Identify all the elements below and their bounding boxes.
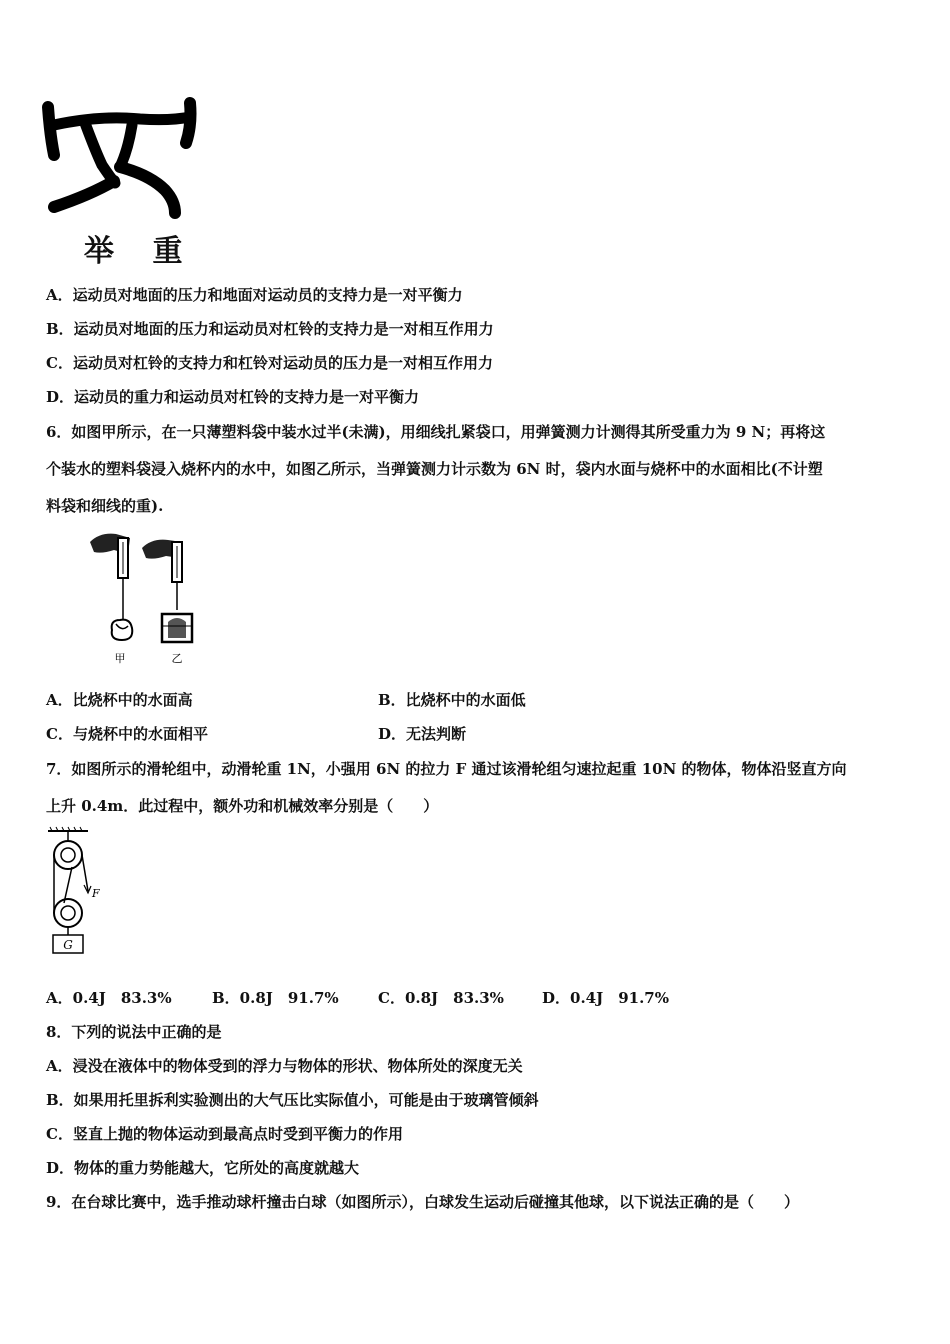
q6-option-a: A．比烧杯中的水面高: [46, 691, 193, 709]
q7-option-d: D．0.4J 91.7%: [542, 989, 669, 1007]
q7-option-c: C．0.8J 83.3%: [378, 989, 504, 1007]
q5-option-b: B．运动员对地面的压力和运动员对杠铃的支持力是一对相互作用力: [46, 320, 494, 338]
q7-option-b: B．0.8J 91.7%: [212, 989, 339, 1007]
q8-question: 8．下列的说法中正确的是: [46, 1023, 222, 1041]
weightlifting-pictograph: [40, 95, 205, 220]
q8-option-d: D．物体的重力势能越大，它所处的高度就越大: [46, 1159, 360, 1177]
spring-scale-figure: [86, 528, 216, 668]
figure-caption: 举 重: [84, 234, 197, 269]
q7-line-1: 7．如图所示的滑轮组中，动滑轮重 1N，小强用 6N 的拉力 F 通过该滑轮组匀速拉起重 10N 的物体，物体沿竖直方向: [46, 760, 847, 778]
fig-label-jia: 甲: [114, 652, 126, 665]
q6-option-c: C．与烧杯中的水面相平: [46, 725, 208, 743]
q6-line-3: 料袋和细线的重).: [46, 497, 164, 515]
q5-option-a: A．运动员对地面的压力和地面对运动员的支持力是一对平衡力: [46, 286, 463, 304]
weight-label: G: [63, 938, 73, 952]
q6-option-d: D．无法判断: [378, 725, 467, 743]
q8-option-c: C．竖直上抛的物体运动到最高点时受到平衡力的作用: [46, 1125, 403, 1143]
q8-option-b: B．如果用托里拆利实验测出的大气压比实际值小，可能是由于玻璃管倾斜: [46, 1091, 539, 1109]
q8-option-a: A．浸没在液体中的物体受到的浮力与物体的形状、物体所处的深度无关: [46, 1057, 523, 1075]
q6-option-b: B．比烧杯中的水面低: [378, 691, 526, 709]
q7-option-a: A．0.4J 83.3%: [46, 989, 172, 1007]
q9-question: 9．在台球比赛中，选手推动球杆撞击白球（如图所示），白球发生运动后碰撞其他球，以下说法正确的是（ ）: [46, 1193, 799, 1211]
force-label: F: [92, 887, 100, 900]
pulley-system-figure: [40, 825, 110, 960]
q5-option-d: D．运动员的重力和运动员对杠铃的支持力是一对平衡力: [46, 388, 420, 406]
q5-option-c: C．运动员对杠铃的支持力和杠铃对运动员的压力是一对相互作用力: [46, 354, 493, 372]
q6-line-2: 个装水的塑料袋浸入烧杯内的水中，如图乙所示，当弹簧测力计示数为 6N 时，袋内水面与烧杯中的水面相比(不计塑: [46, 460, 823, 478]
fig-label-yi: 乙: [171, 652, 183, 665]
q7-line-2: 上升 0.4m．此过程中，额外功和机械效率分别是（ ）: [46, 797, 439, 815]
q6-line-1: 6．如图甲所示，在一只薄塑料袋中装水过半(未满)，用细线扎紧袋口，用弹簧测力计测得其所受重力为 9 N；再将这: [46, 423, 826, 441]
